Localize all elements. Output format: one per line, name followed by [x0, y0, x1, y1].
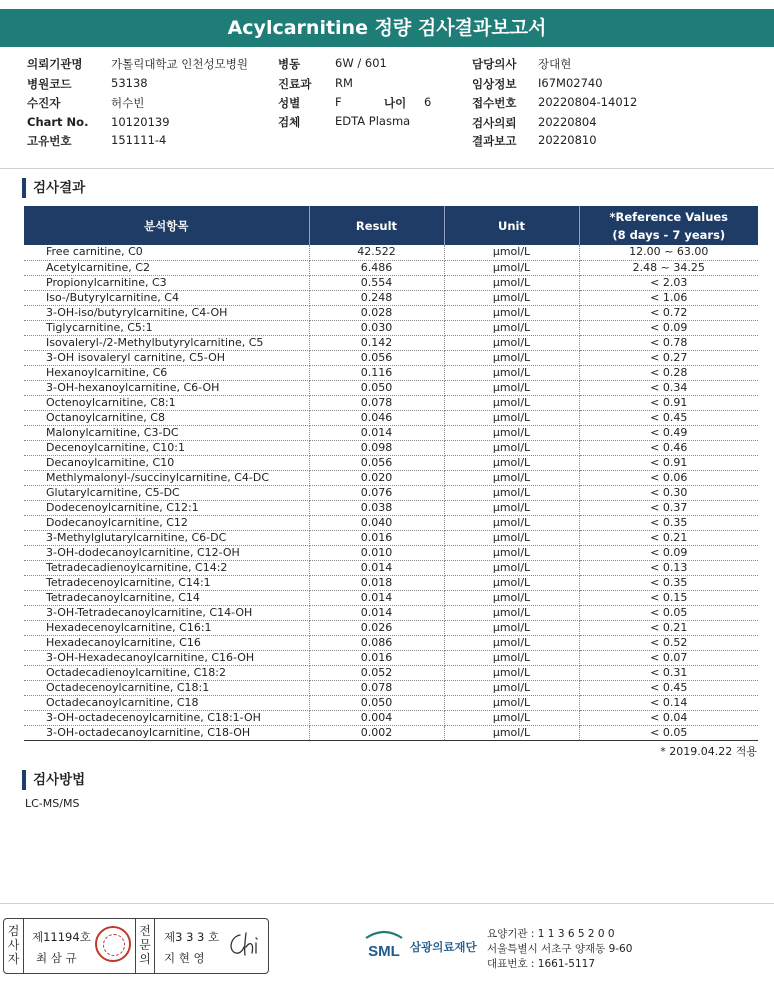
- table-row: [24, 410, 758, 425]
- result-value: 0.018: [309, 575, 444, 590]
- dept-value: RM: [335, 76, 353, 90]
- result-value: 0.026: [309, 620, 444, 635]
- clinical-label: 임상정보: [472, 77, 517, 91]
- unit-value: μmol/L: [444, 695, 579, 710]
- unit-value: μmol/L: [444, 290, 579, 305]
- receipt-value: 20220804-14012: [538, 95, 638, 109]
- analyte-name: 3-OH-Hexadecanoylcarnitine, C16-OH: [24, 650, 309, 665]
- reference-value: < 0.35: [579, 575, 758, 590]
- handwritten-signature-icon: [226, 929, 264, 959]
- unit-value: μmol/L: [444, 365, 579, 380]
- reference-value: < 1.06: [579, 290, 758, 305]
- analyte-name: Dodecenoylcarnitine, C12:1: [24, 500, 309, 515]
- unit-value: μmol/L: [444, 530, 579, 545]
- organization-name: 삼광의료재단: [410, 940, 477, 954]
- reference-value: < 0.15: [579, 590, 758, 605]
- analyte-name: 3-OH-iso/butyrylcarnitine, C4-OH: [24, 305, 309, 320]
- analyte-name: Free carnitine, C0: [24, 245, 309, 260]
- specimen-value: EDTA Plasma: [335, 114, 411, 128]
- unit-value: μmol/L: [444, 380, 579, 395]
- table-row: [24, 380, 758, 395]
- table-row: [24, 470, 758, 485]
- patient-label: 수진자: [27, 96, 61, 110]
- unit-value: μmol/L: [444, 485, 579, 500]
- age-value: 6: [424, 95, 432, 109]
- ward-value: 6W / 601: [335, 56, 387, 70]
- reference-value: < 0.30: [579, 485, 758, 500]
- table-row: [24, 710, 758, 725]
- table-row: [24, 515, 758, 530]
- reference-value: < 0.07: [579, 650, 758, 665]
- header-result: Result: [309, 206, 444, 245]
- table-row: [24, 680, 758, 695]
- reference-value: < 0.91: [579, 395, 758, 410]
- reference-value: < 0.78: [579, 335, 758, 350]
- sml-logo-icon: [362, 928, 406, 964]
- specimen-label: 검체: [278, 115, 301, 129]
- reference-value: < 2.03: [579, 275, 758, 290]
- request-value: 20220804: [538, 115, 597, 129]
- unit-value: μmol/L: [444, 350, 579, 365]
- sex-label: 성별: [278, 96, 301, 110]
- unit-value: μmol/L: [444, 275, 579, 290]
- analyte-name: Methlymalonyl-/succinylcarnitine, C4-DC: [24, 470, 309, 485]
- unit-value: μmol/L: [444, 440, 579, 455]
- result-value: 0.078: [309, 395, 444, 410]
- analyte-name: Malonylcarnitine, C3-DC: [24, 425, 309, 440]
- hospital-code-value: 53138: [111, 76, 148, 90]
- analyte-name: Tetradecadienoylcarnitine, C14:2: [24, 560, 309, 575]
- analyte-name: Decenoylcarnitine, C10:1: [24, 440, 309, 455]
- table-row: [24, 665, 758, 680]
- analyte-name: 3-OH-hexanoylcarnitine, C6-OH: [24, 380, 309, 395]
- info-column-3: [472, 56, 692, 156]
- official-seal-icon: [95, 926, 131, 962]
- report-title: Acylcarnitine 정량 검사결과보고서: [0, 9, 774, 47]
- result-value: 0.052: [309, 665, 444, 680]
- reference-value: < 0.21: [579, 530, 758, 545]
- table-row: [24, 365, 758, 380]
- unit-value: μmol/L: [444, 335, 579, 350]
- unit-value: μmol/L: [444, 410, 579, 425]
- result-value: 0.014: [309, 560, 444, 575]
- unit-value: μmol/L: [444, 590, 579, 605]
- table-row: [24, 395, 758, 410]
- signature-box: [3, 918, 269, 974]
- table-row: [24, 725, 758, 740]
- result-value: 0.020: [309, 470, 444, 485]
- reference-value: < 0.45: [579, 410, 758, 425]
- result-value: 0.056: [309, 350, 444, 365]
- result-value: 0.014: [309, 590, 444, 605]
- table-row: [24, 635, 758, 650]
- table-row: [24, 650, 758, 665]
- analyte-name: Acetylcarnitine, C2: [24, 260, 309, 275]
- reference-value: < 0.05: [579, 605, 758, 620]
- result-value: 0.078: [309, 680, 444, 695]
- method-section-title: 검사방법: [22, 770, 85, 790]
- analyte-name: 3-Methylglutarylcarnitine, C6-DC: [24, 530, 309, 545]
- table-row: [24, 545, 758, 560]
- analyte-name: Isovaleryl-/2-Methylbutyrylcarnitine, C5: [24, 335, 309, 350]
- table-row: [24, 320, 758, 335]
- analyte-name: Hexanoylcarnitine, C6: [24, 365, 309, 380]
- unit-value: μmol/L: [444, 680, 579, 695]
- unit-value: μmol/L: [444, 605, 579, 620]
- organization-info: [487, 927, 632, 972]
- unit-value: μmol/L: [444, 260, 579, 275]
- chart-value: 10120139: [111, 115, 170, 129]
- institution-label: 의뢰기관명: [27, 57, 83, 71]
- table-row: [24, 290, 758, 305]
- unit-value: μmol/L: [444, 425, 579, 440]
- header-reference-line1: *Reference Values: [609, 209, 729, 224]
- examiner-label: 검 사 자: [4, 919, 24, 973]
- table-row: [24, 530, 758, 545]
- table-row: [24, 455, 758, 470]
- header-divider: [0, 168, 774, 169]
- reference-value: < 0.72: [579, 305, 758, 320]
- examiner-name: 최 삼 규: [36, 951, 77, 965]
- result-value: 0.056: [309, 455, 444, 470]
- result-value: 0.554: [309, 275, 444, 290]
- result-value: 0.086: [309, 635, 444, 650]
- unit-value: μmol/L: [444, 395, 579, 410]
- reference-value: < 0.31: [579, 665, 758, 680]
- unit-value: μmol/L: [444, 665, 579, 680]
- unique-label: 고유번호: [27, 134, 72, 148]
- result-value: 0.098: [309, 440, 444, 455]
- header-reference-line2: (8 days - 7 years): [612, 227, 726, 242]
- analyte-name: Glutarylcarnitine, C5-DC: [24, 485, 309, 500]
- result-value: 0.016: [309, 650, 444, 665]
- analyte-name: Octadecanoylcarnitine, C18: [24, 695, 309, 710]
- specialist-license: 제3 3 3 호: [164, 930, 220, 944]
- receipt-label: 접수번호: [472, 96, 517, 110]
- analyte-name: 3-OH-Tetradecanoylcarnitine, C14-OH: [24, 605, 309, 620]
- reference-value: < 0.13: [579, 560, 758, 575]
- result-value: 0.046: [309, 410, 444, 425]
- reference-value: < 0.27: [579, 350, 758, 365]
- result-value: 0.028: [309, 305, 444, 320]
- method-text: LC-MS/MS: [25, 797, 80, 810]
- hospital-code-label: 병원코드: [27, 77, 72, 91]
- table-row: [24, 575, 758, 590]
- report-value: 20220810: [538, 133, 597, 147]
- reference-value: < 0.09: [579, 545, 758, 560]
- result-value: 6.486: [309, 260, 444, 275]
- table-row: [24, 275, 758, 290]
- results-section-title: 검사결과: [22, 178, 85, 198]
- reference-value: < 0.37: [579, 500, 758, 515]
- analyte-name: 3-OH isovaleryl carnitine, C5-OH: [24, 350, 309, 365]
- doctor-label: 담당의사: [472, 57, 517, 71]
- doctor-value: 장대현: [538, 57, 572, 71]
- unit-value: μmol/L: [444, 650, 579, 665]
- result-value: 0.076: [309, 485, 444, 500]
- unit-value: μmol/L: [444, 455, 579, 470]
- unit-value: μmol/L: [444, 500, 579, 515]
- table-row: [24, 695, 758, 710]
- header-reference: [579, 206, 758, 245]
- results-table-body: [24, 245, 758, 740]
- reference-value: < 0.34: [579, 380, 758, 395]
- analyte-name: 3-OH-octadecanoylcarnitine, C18-OH: [24, 725, 309, 740]
- unit-value: μmol/L: [444, 245, 579, 260]
- reference-value: 12.00 ~ 63.00: [579, 245, 758, 260]
- result-value: 0.116: [309, 365, 444, 380]
- unit-value: μmol/L: [444, 620, 579, 635]
- reference-footnote: * 2019.04.22 적용: [660, 745, 757, 758]
- patient-value: 허수빈: [111, 96, 145, 110]
- result-value: 0.248: [309, 290, 444, 305]
- report-label: 결과보고: [472, 134, 517, 148]
- analyte-name: Propionylcarnitine, C3: [24, 275, 309, 290]
- ward-label: 병동: [278, 57, 301, 71]
- table-row: [24, 560, 758, 575]
- result-value: 0.002: [309, 725, 444, 740]
- analyte-name: Octanoylcarnitine, C8: [24, 410, 309, 425]
- reference-value: < 0.09: [579, 320, 758, 335]
- table-row: [24, 620, 758, 635]
- unit-value: μmol/L: [444, 635, 579, 650]
- result-value: 0.014: [309, 605, 444, 620]
- unit-value: μmol/L: [444, 710, 579, 725]
- results-table-header: [24, 206, 758, 245]
- analyte-name: Octadecenoylcarnitine, C18:1: [24, 680, 309, 695]
- organization-address: 서울특별시 서초구 양재동 9-60: [487, 943, 633, 955]
- analyte-name: Tiglycarnitine, C5:1: [24, 320, 309, 335]
- analyte-name: Tetradecenoylcarnitine, C14:1: [24, 575, 309, 590]
- analyte-name: Octenoylcarnitine, C8:1: [24, 395, 309, 410]
- dept-label: 진료과: [278, 77, 312, 91]
- analyte-name: Hexadecenoylcarnitine, C16:1: [24, 620, 309, 635]
- specialist-label: 전 문 의: [135, 919, 155, 973]
- table-row: [24, 590, 758, 605]
- analyte-name: 3-OH-octadecenoylcarnitine, C18:1-OH: [24, 710, 309, 725]
- analyte-name: Octadecadienoylcarnitine, C18:2: [24, 665, 309, 680]
- result-value: 0.142: [309, 335, 444, 350]
- info-column-1: [27, 56, 267, 156]
- age-label: 나이: [384, 96, 407, 110]
- table-row: [24, 305, 758, 320]
- table-row: [24, 425, 758, 440]
- table-row: [24, 485, 758, 500]
- analyte-name: Iso-/Butyrylcarnitine, C4: [24, 290, 309, 305]
- result-value: 0.050: [309, 380, 444, 395]
- unit-value: μmol/L: [444, 470, 579, 485]
- reference-value: < 0.06: [579, 470, 758, 485]
- table-row: [24, 440, 758, 455]
- result-value: 0.014: [309, 425, 444, 440]
- reference-value: < 0.46: [579, 440, 758, 455]
- reference-value: < 0.35: [579, 515, 758, 530]
- examiner-license: 제11194호: [32, 930, 91, 944]
- reference-value: < 0.91: [579, 455, 758, 470]
- result-value: 0.010: [309, 545, 444, 560]
- footer-divider: [0, 903, 774, 904]
- reference-value: < 0.49: [579, 425, 758, 440]
- organization-code: 요양기관 : 1 1 3 6 5 2 0 0: [487, 928, 615, 940]
- header-unit: Unit: [444, 206, 579, 245]
- institution-value: 가톨릭대학교 인천성모병원: [111, 57, 248, 71]
- request-label: 검사의뢰: [472, 116, 517, 130]
- result-value: 0.030: [309, 320, 444, 335]
- result-value: 0.040: [309, 515, 444, 530]
- reference-value: < 0.21: [579, 620, 758, 635]
- reference-value: < 0.45: [579, 680, 758, 695]
- analyte-name: 3-OH-dodecanoylcarnitine, C12-OH: [24, 545, 309, 560]
- reference-value: < 0.05: [579, 725, 758, 740]
- table-row: [24, 245, 758, 260]
- table-row: [24, 500, 758, 515]
- unit-value: μmol/L: [444, 575, 579, 590]
- table-row: [24, 260, 758, 275]
- unit-value: μmol/L: [444, 725, 579, 740]
- result-value: 0.050: [309, 695, 444, 710]
- analyte-name: Dodecanoylcarnitine, C12: [24, 515, 309, 530]
- unit-value: μmol/L: [444, 515, 579, 530]
- unit-value: μmol/L: [444, 560, 579, 575]
- info-column-2: [278, 56, 458, 156]
- header-item: 분석항목: [24, 206, 309, 245]
- result-value: 0.038: [309, 500, 444, 515]
- result-value: 0.004: [309, 710, 444, 725]
- reference-value: 2.48 ~ 34.25: [579, 260, 758, 275]
- results-table: [24, 206, 758, 741]
- unique-value: 151111-4: [111, 133, 167, 147]
- analyte-name: Tetradecanoylcarnitine, C14: [24, 590, 309, 605]
- unit-value: μmol/L: [444, 305, 579, 320]
- result-value: 0.016: [309, 530, 444, 545]
- reference-value: < 0.14: [579, 695, 758, 710]
- organization-phone: 대표번호 : 1661-5117: [487, 958, 596, 970]
- unit-value: μmol/L: [444, 545, 579, 560]
- chart-label: Chart No.: [27, 115, 89, 129]
- clinical-value: I67M02740: [538, 76, 603, 90]
- reference-value: < 0.04: [579, 710, 758, 725]
- specialist-name: 지 현 영: [164, 951, 205, 965]
- table-row: [24, 605, 758, 620]
- reference-value: < 0.28: [579, 365, 758, 380]
- table-row: [24, 335, 758, 350]
- unit-value: μmol/L: [444, 320, 579, 335]
- reference-value: < 0.52: [579, 635, 758, 650]
- sex-value: F: [335, 95, 342, 109]
- analyte-name: Decanoylcarnitine, C10: [24, 455, 309, 470]
- sml-logo-text: SML: [368, 943, 400, 960]
- table-row: [24, 350, 758, 365]
- result-value: 42.522: [309, 245, 444, 260]
- analyte-name: Hexadecanoylcarnitine, C16: [24, 635, 309, 650]
